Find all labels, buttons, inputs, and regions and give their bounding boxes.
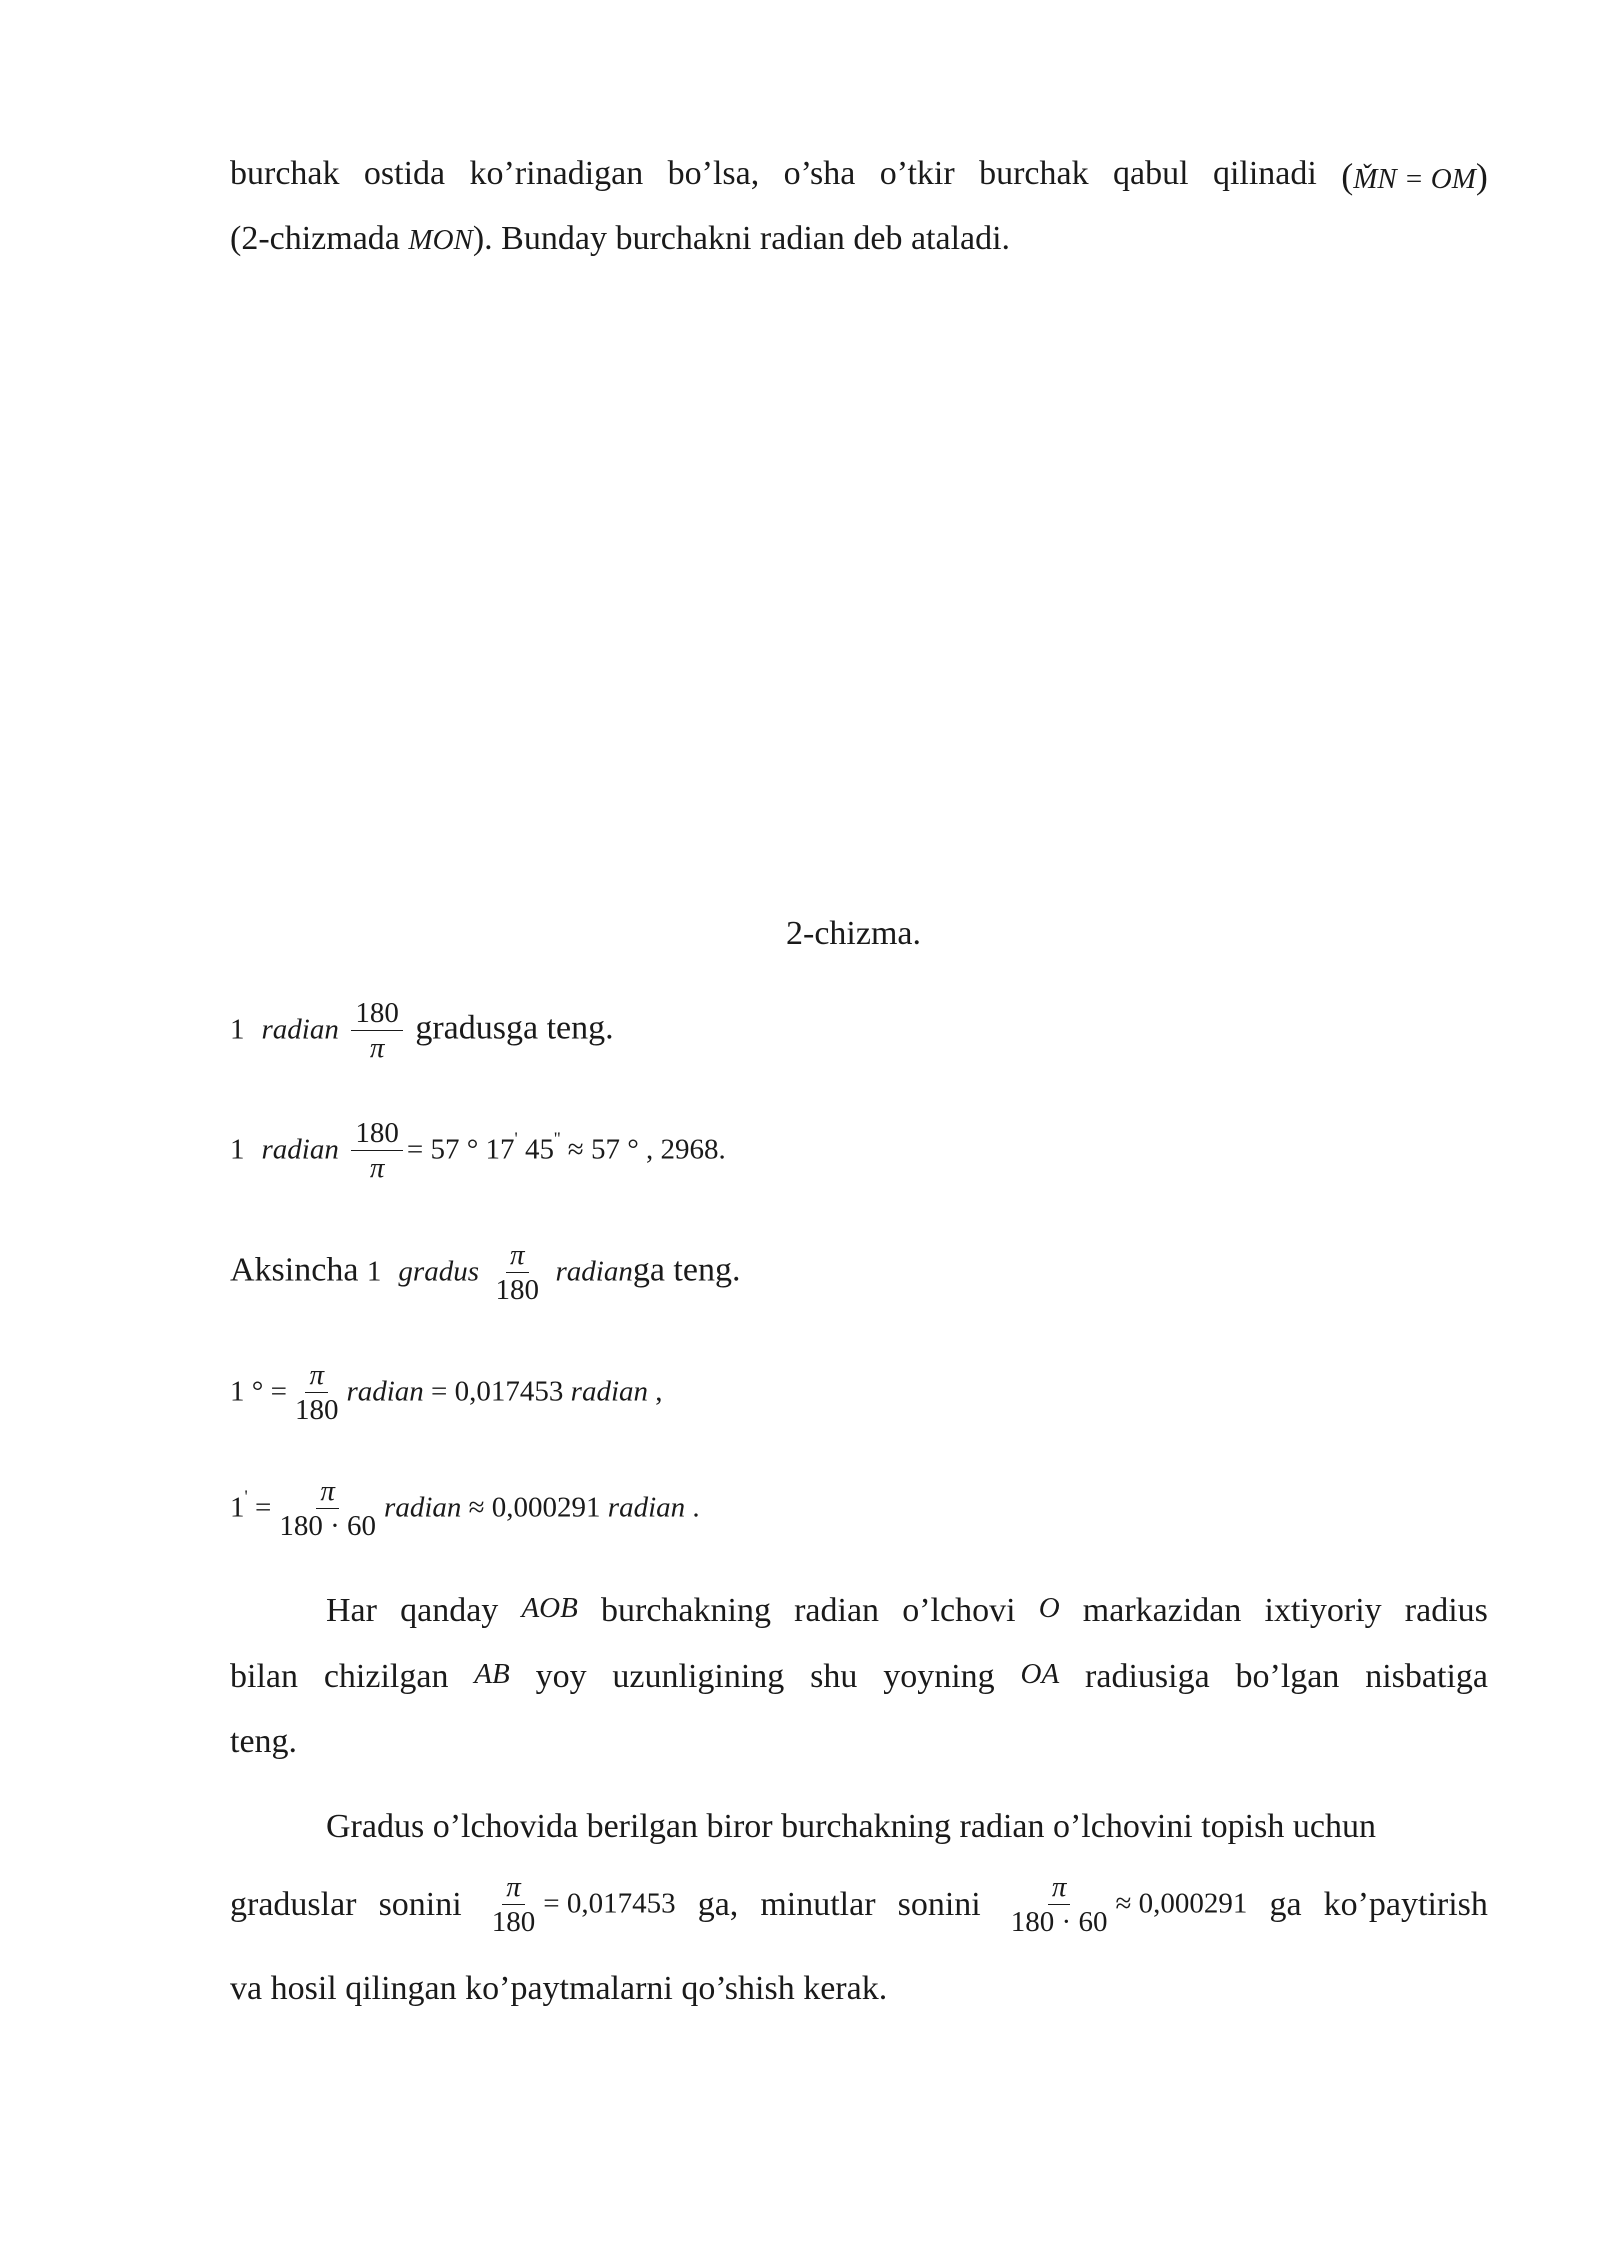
paragraph-3-line-2: graduslar sonini $\frac{\pi}{180}$ = 0,017453 ga, minutlar sonini $\frac{\pi}{180 \cdot 60}$ ≈ 0,000291 ga ko’paytirish: [230, 1871, 1488, 1939]
equation-5: 1' = $\frac{\pi}{180 \cdot 60}$ radian ≈ 0,000291 radian .: [230, 1475, 700, 1543]
fraction: $\frac{\pi}{180 \cdot 60}$: [1010, 1871, 1108, 1939]
paragraph-2-line-1: Har qanday AOB burchakning radian o’lchovi O markazidan ixtiyoriy radius: [326, 1592, 1488, 1629]
equation-1: 1 radian $\frac{180}{\pi}$ gradusga teng.: [230, 997, 614, 1065]
fraction: $\frac{\pi}{180 \cdot 60}$: [279, 1475, 377, 1543]
figure-caption: 2-chizma.: [786, 915, 921, 952]
fraction: $\frac{180}{\pi}$: [351, 1118, 403, 1184]
fraction: $\frac{180}{\pi}$: [351, 998, 403, 1064]
fraction: $\frac{\pi}{180}$: [495, 1239, 539, 1307]
fraction: $\frac{\pi}{180}$: [294, 1359, 339, 1427]
paragraph-3-line-1: Gradus o’lchovida berilgan biror burchakning radian o’lchovini topish uchun: [326, 1808, 1376, 1845]
equation-4: 1 ° = $\frac{\pi}{180}$ radian = 0,017453 radian ,: [230, 1359, 663, 1427]
equation-2: 1 radian $\frac{180}{\pi}$ = 57 ° 17' 45'' ≈ 57 ° , 2968.: [230, 1117, 726, 1185]
arc-formula: (M̌N = OM): [1341, 156, 1488, 196]
paragraph-3-line-3: va hosil qilingan ko’paytmalarni qo’shish kerak.: [230, 1970, 888, 2007]
paragraph-2-line-2: bilan chizilgan AB yoy uzunligining shu yoyning OA radiusiga bo’lgan nisbatiga: [230, 1658, 1488, 1695]
paragraph-2-line-3: teng.: [230, 1723, 298, 1760]
equation-3: Aksincha 1 gradus $\frac{\pi}{180}$ radianga teng.: [230, 1239, 741, 1307]
paragraph-1-line-1: burchak ostida ko’rinadigan bo’lsa, o’sha o’tkir burchak qabul qilinadi (M̌N = OM): [230, 155, 1488, 196]
paragraph-1-line-2: (2-chizmada MON). Bunday burchakni radian deb ataladi.: [230, 220, 1011, 257]
fraction: $\frac{\pi}{180}$: [491, 1871, 536, 1939]
